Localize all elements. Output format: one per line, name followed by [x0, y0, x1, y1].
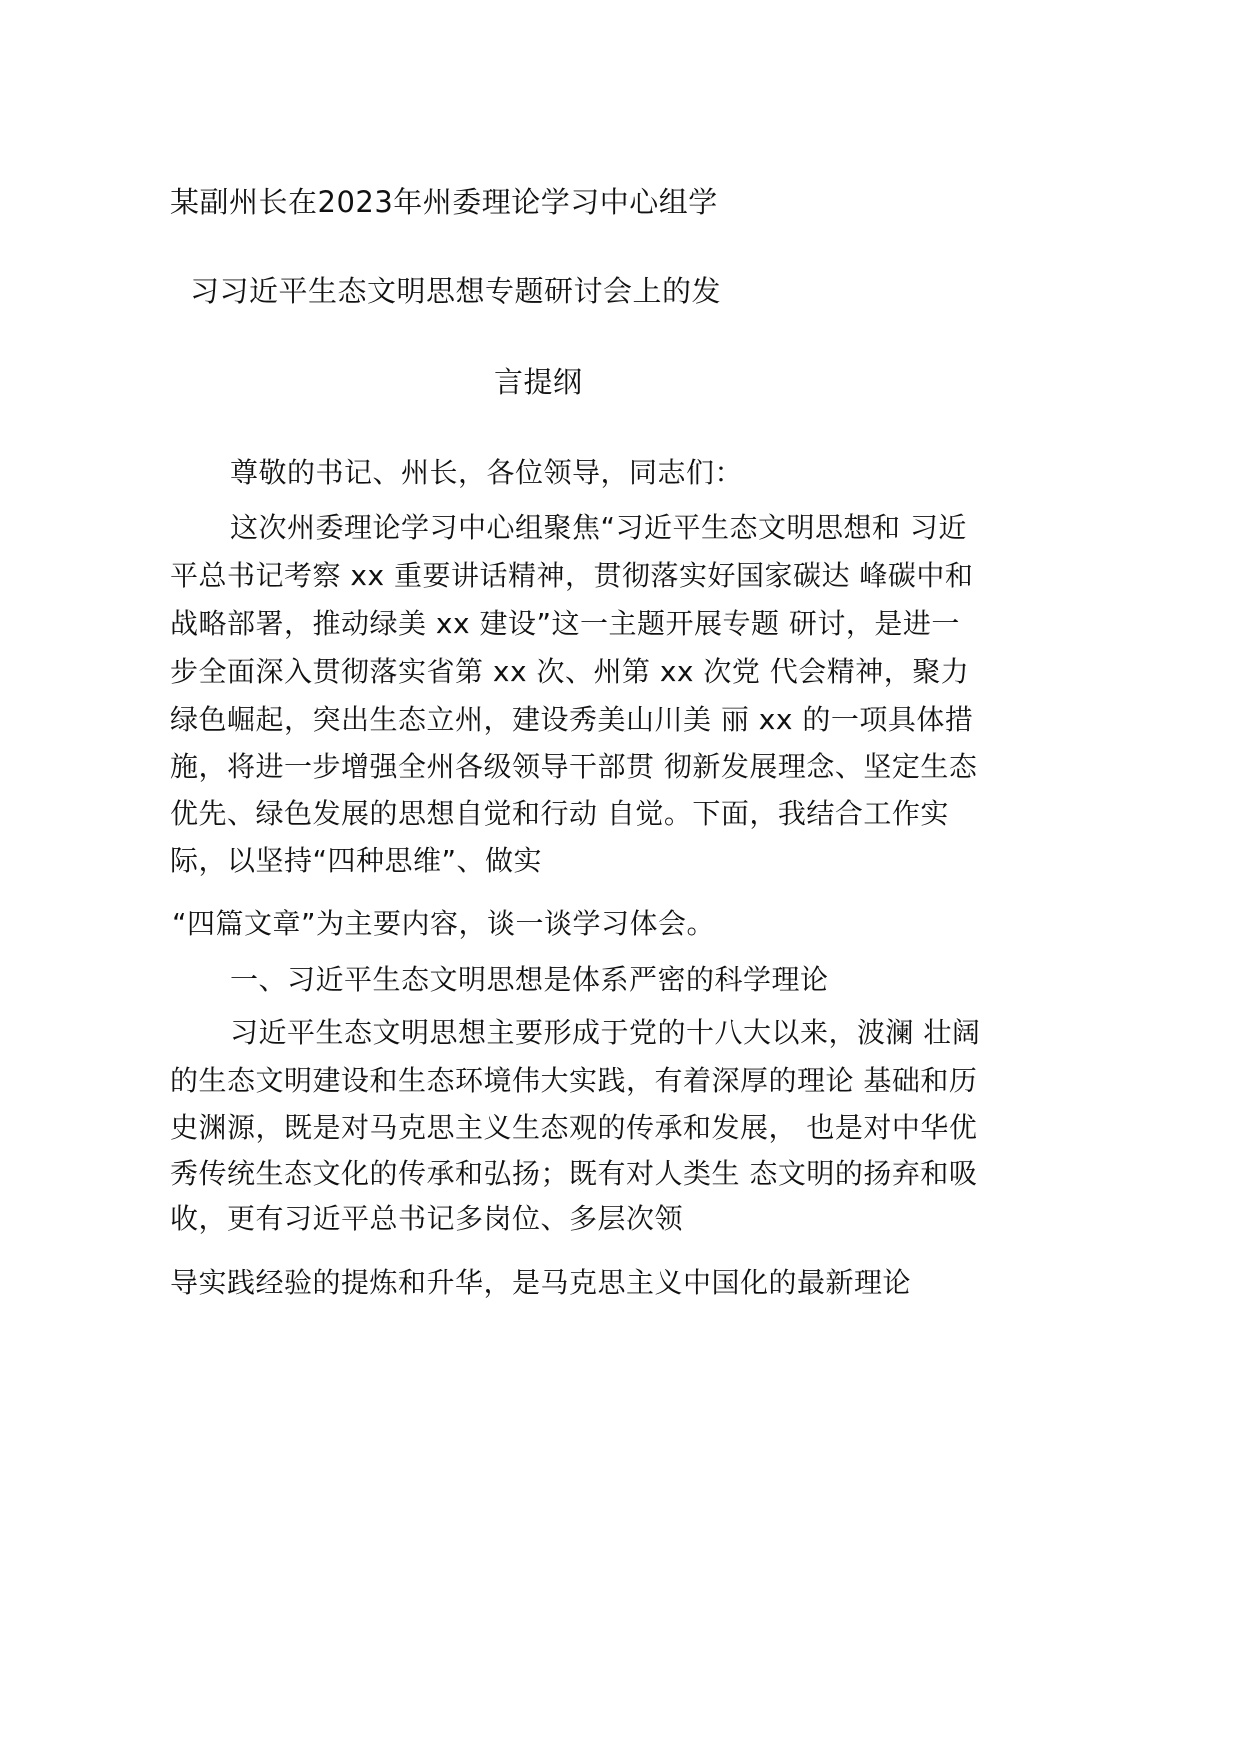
paragraph2-line-6: 导实践经验的提炼和升华，是马克思主义中国化的最新理论: [170, 1266, 912, 1299]
paragraph1-line-9: “四篇文章”为主要内容，谈一谈学习体会。: [172, 907, 716, 940]
paragraph2-line-1: 习近平生态文明思想主要形成于党的十八大以来，波澜 壮阔: [230, 1016, 981, 1049]
paragraph2-line-4: 秀传统生态文化的传承和弘扬；既有对人类生 态文明的扬弃和吸: [170, 1157, 978, 1190]
paragraph1-line-5: 绿色崛起，突出生态立州，建设秀美山川美 丽 xx 的一项具体措: [170, 703, 974, 736]
title-line-2: 习习近平生态文明思想专题研讨会上的发: [190, 274, 722, 308]
paragraph1-line-3: 战略部署，推动绿美 xx 建设”这一主题开展专题 研讨，是进一: [170, 607, 960, 640]
paragraph2-line-3: 史渊源，既是对马克思主义生态观的传承和发展， 也是对中华优: [170, 1111, 978, 1144]
paragraph1-line-2: 平总书记考察 xx 重要讲话精神，贯彻落实好国家碳达 峰碳中和: [170, 559, 974, 592]
salutation: 尊敬的书记、州长，各位领导，同志们：: [230, 456, 744, 489]
title-line-3: 言提纲: [494, 365, 583, 399]
paragraph1-line-4: 步全面深入贯彻落实省第 xx 次、州第 xx 次党 代会精神，聚力: [170, 655, 970, 688]
paragraph1-line-1: 这次州委理论学习中心组聚焦“习近平生态文明思想和 习近: [230, 511, 967, 544]
paragraph1-line-6: 施，将进一步增强全州各级领导干部贯 彻新发展理念、坚定生态: [170, 750, 978, 783]
paragraph1-line-7: 优先、绿色发展的思想自觉和行动 自觉。下面，我结合工作实: [170, 797, 949, 830]
title-line-1: 某副州长在2023年州委理论学习中心组学: [170, 185, 718, 219]
paragraph1-line-8: 际，以坚持“四种思维”、做实: [170, 844, 543, 877]
paragraph2-line-2: 的生态文明建设和生态环境伟大实践，有着深厚的理论 基础和历: [170, 1064, 978, 1097]
section-heading-1: 一、习近平生态文明思想是体系严密的科学理论: [230, 963, 829, 996]
paragraph2-line-5: 收，更有习近平总书记多岗位、多层次领: [170, 1202, 684, 1235]
